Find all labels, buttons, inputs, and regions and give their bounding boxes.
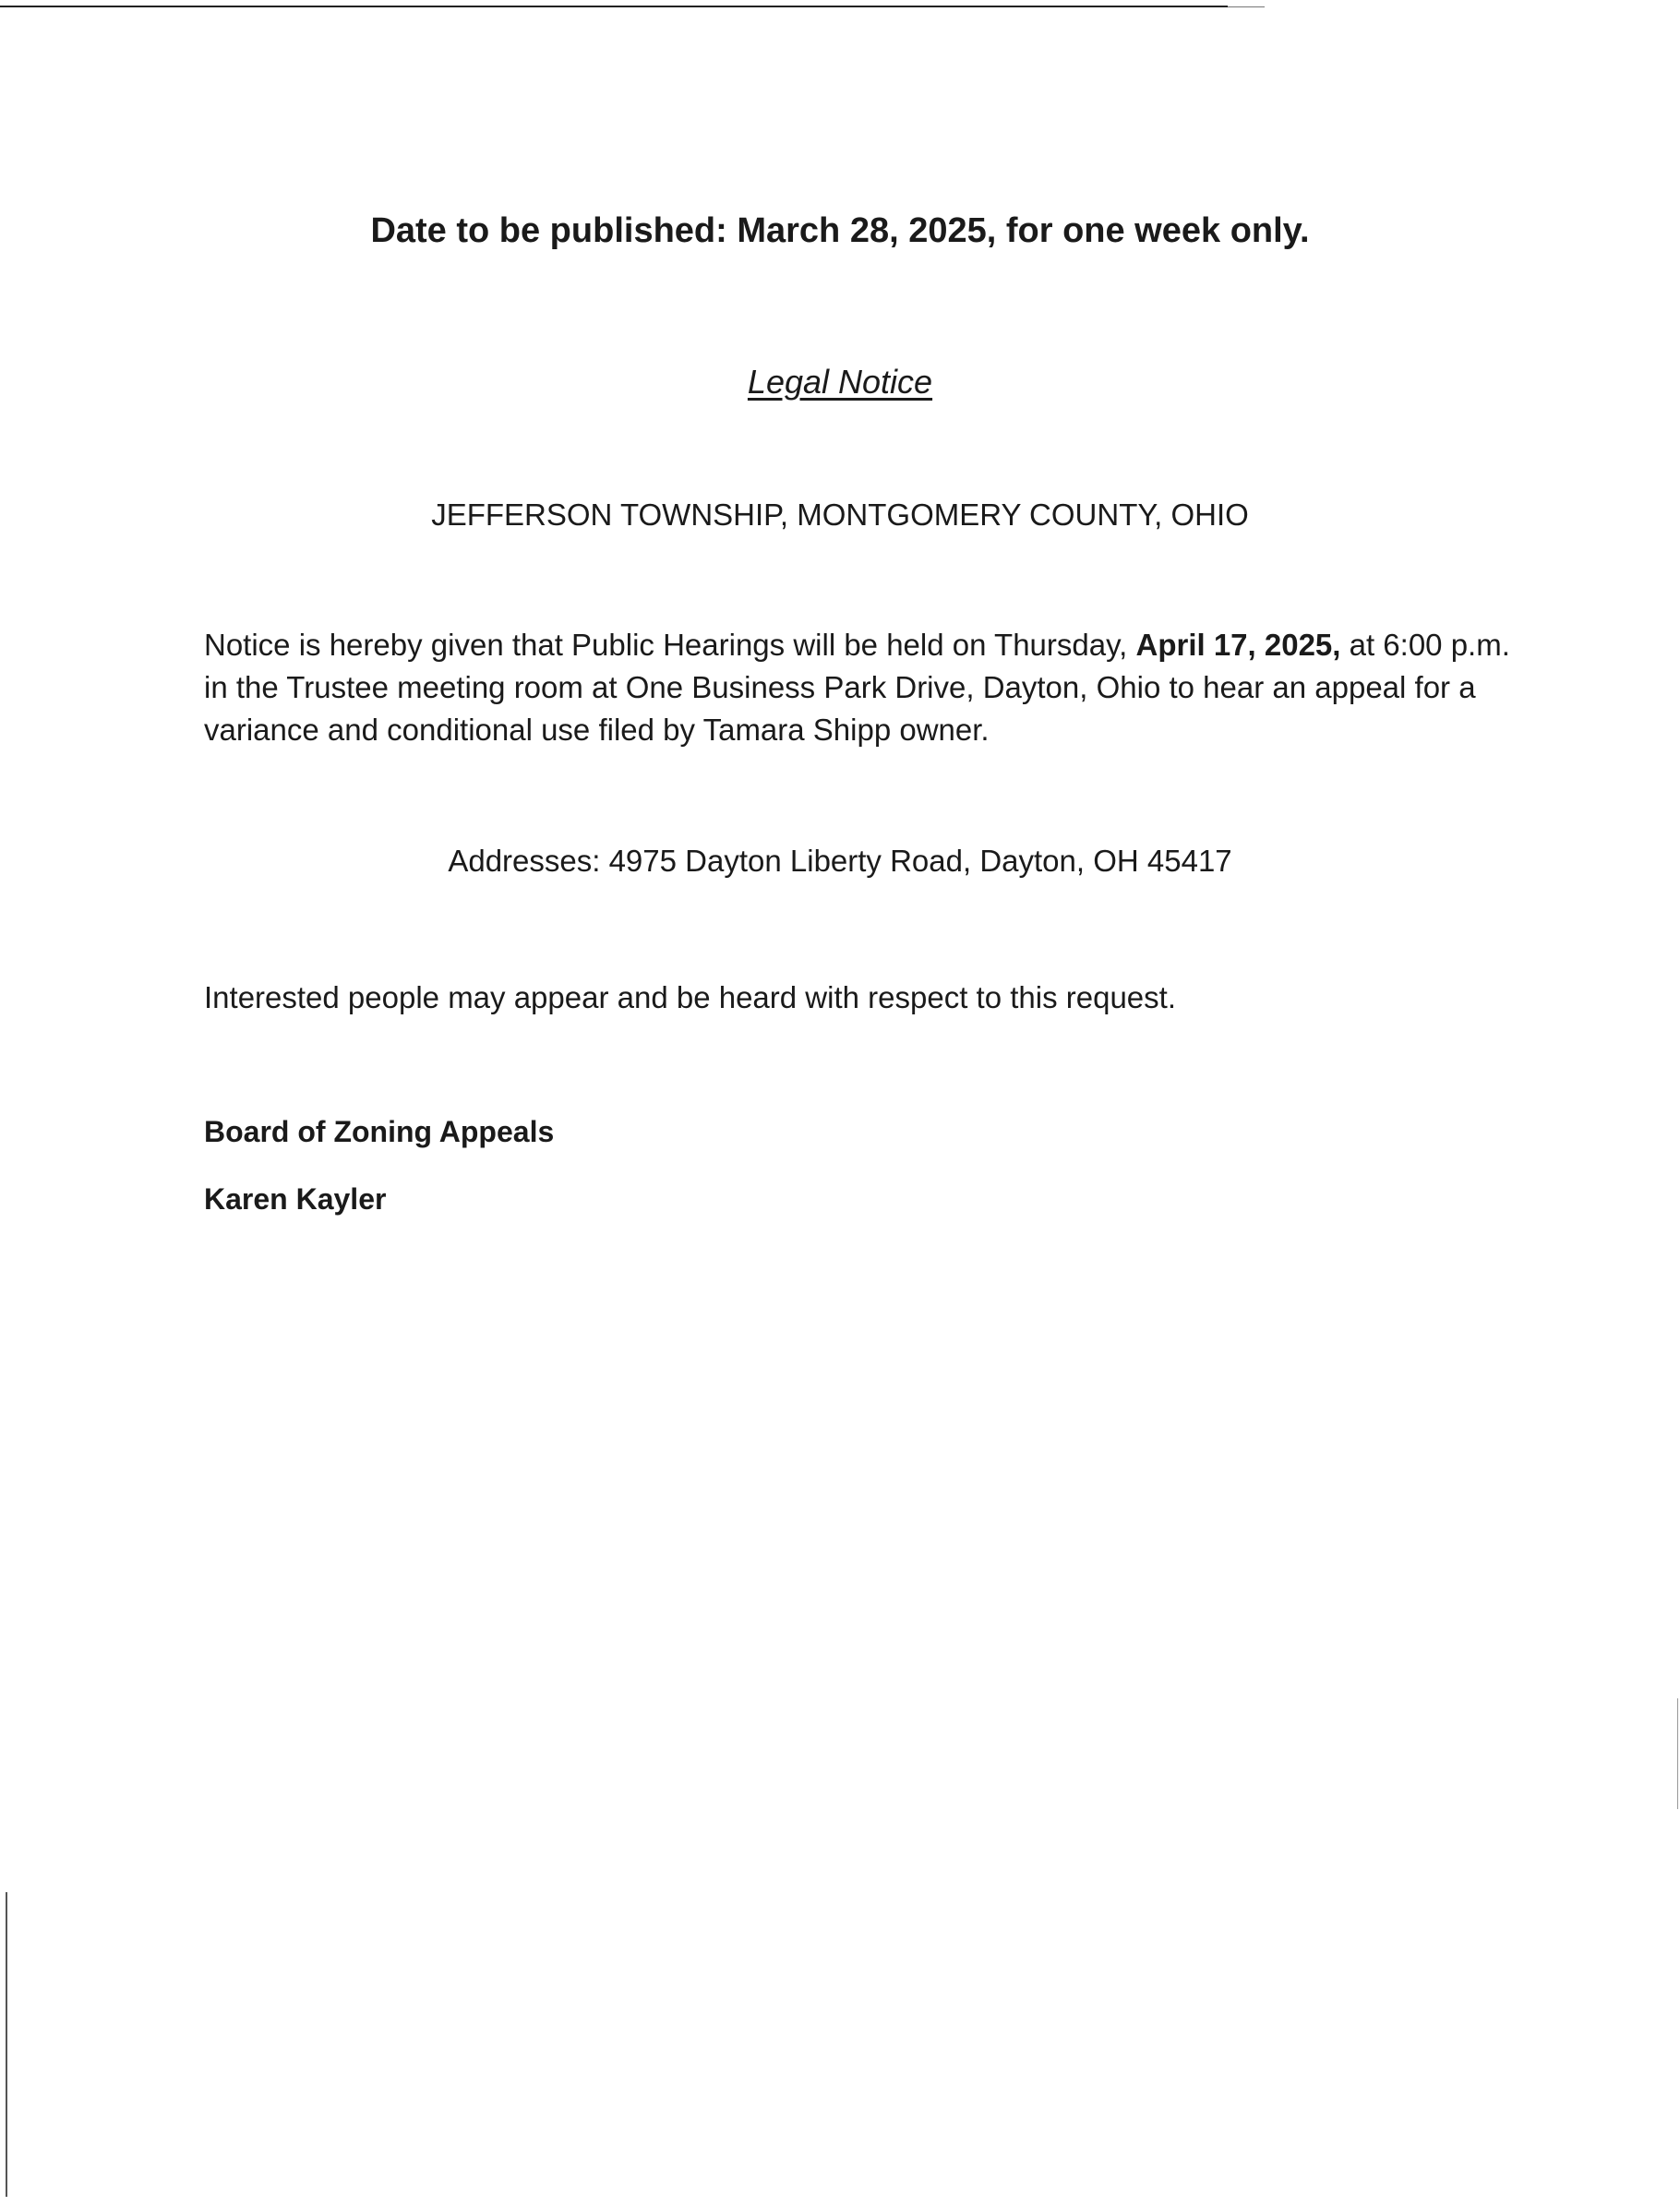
- scan-edge-mark: [6, 1892, 7, 2197]
- document-title: Legal Notice: [747, 363, 933, 401]
- notice-paragraph: [204, 624, 1515, 751]
- notice-text-part1: Notice is hereby given that Public Hearings will be held on Thursday,: [204, 628, 1136, 662]
- publication-date-line: Date to be published: March 28, 2025, for one week only.: [370, 211, 1310, 250]
- scan-edge-mark: [1677, 1698, 1678, 1809]
- address-line: Addresses: 4975 Dayton Liberty Road, Dayton, OH 45417: [448, 844, 1232, 878]
- hearing-date: April 17, 2025,: [1135, 628, 1341, 662]
- signature-name: Karen Kayler: [204, 1182, 387, 1216]
- interested-statement: Interested people may appear and be heard with respect to this request.: [204, 980, 1176, 1014]
- jurisdiction-line: JEFFERSON TOWNSHIP, MONTGOMERY COUNTY, OHIO: [431, 498, 1249, 532]
- scan-border-line: [1228, 6, 1265, 7]
- scan-border-line: [0, 6, 1228, 7]
- notice-text-part2: at 6:00 p.m. in the Trustee meeting room at One Business Park Drive, Dayton, Ohio to hear an appeal for a variance and conditional use filed by Tamara Shipp owner.: [204, 628, 1510, 747]
- signature-organization: Board of Zoning Appeals: [204, 1115, 555, 1148]
